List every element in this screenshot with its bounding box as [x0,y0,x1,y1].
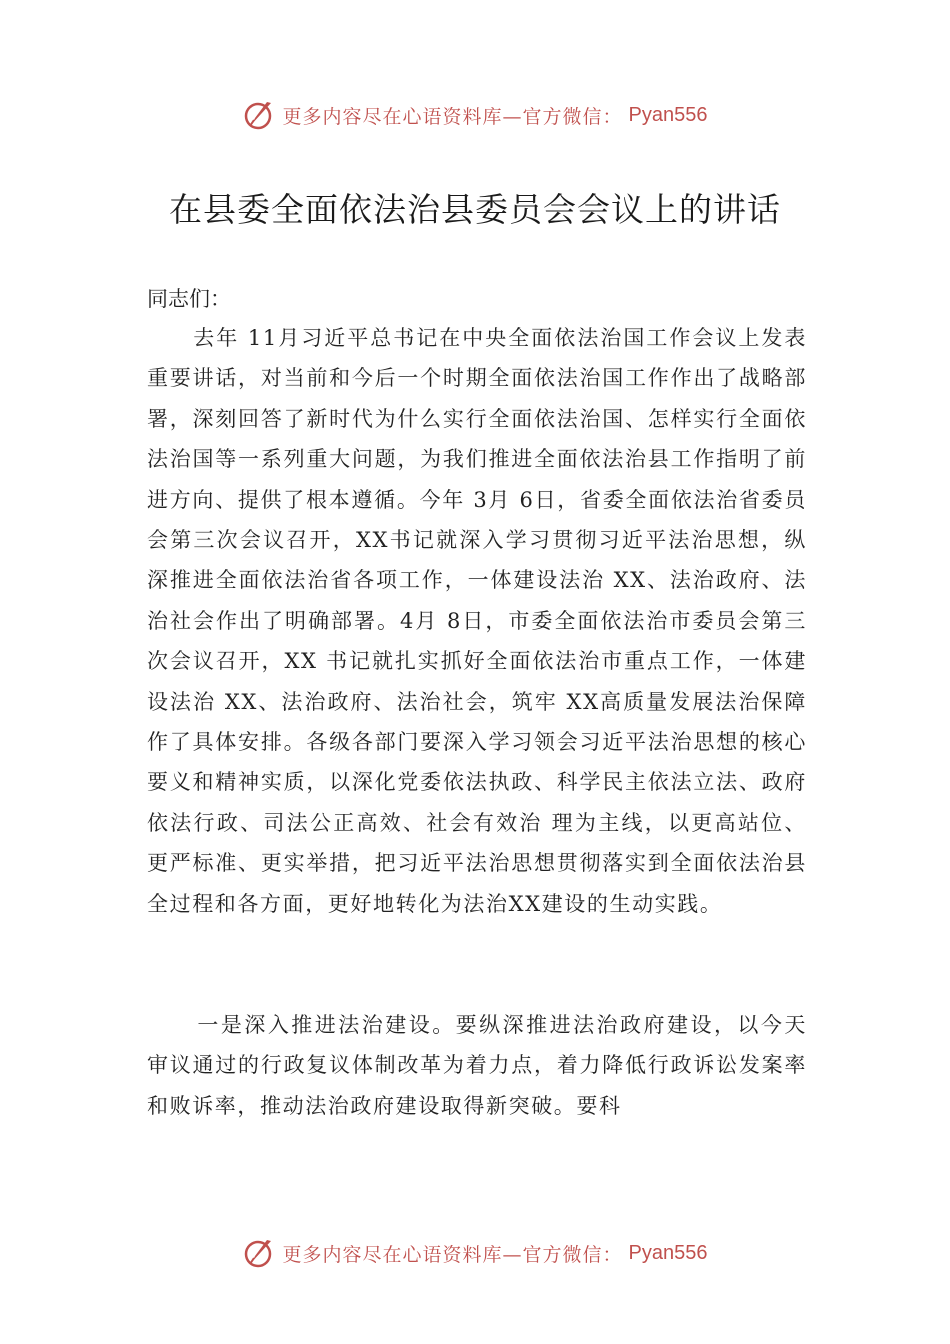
paragraph-1: 去年 11月习近平总书记在中央全面依法治国工作会议上发表重要讲话，对当前和今后一个时期全面依法治国工作作出了战略部署，深刻回答了新时代为什么实行全面依法治国、怎样实行全面依法治国等一系列重大问题，为我们推进全面依法治县工作指明了前进方向、提供了根本遵循。今年 3月 6日，省委全面依法治省委员会第三次会议召开，XX书记就深入学习贯彻习近平法治思想，纵深推进全面依法治省各项工作，一体建设法治 XX、法治政府、法治社会作出了明确部署。4月 8日，市委全面依法治市委员会第三次会议召开，XX 书记就扎实抓好全面依法治市重点工作，一体建设法治 XX、法治政府、法治社会，筑牢 XX高质量发展法治保障作了具体安排。各级各部门要深入学习领会习近平法治思想的核心要义和精神实质，以深化党委依法执政、科学民主依法立法、政府依法行政、司法公正高效、社会有效治 理为主线，以更高站位、更严标准、更实举措，把习近平法治思想贯彻落实到全面依法治县全过程和各方面，更好地转化为法治XX建设的生动实践。 [147,326,807,916]
footer-banner [0,1233,950,1273]
banner-wechat-id: Pyan556 [628,103,708,126]
quill-logo-icon [243,1236,277,1270]
banner-text: 更多内容尽在心语资料库—官方微信： [282,105,623,128]
salutation: 同志们： [147,287,231,311]
quill-logo-icon [243,98,277,132]
document-title: 在县委全面依法治县委员会会议上的讲话 [169,190,781,229]
banner-wechat-id: Pyan556 [628,1241,708,1264]
paragraph-2: 一是深入推进法治建设。要纵深推进法治政府建设，以今天审议通过的行政复议体制改革为着力点，着力降低行政诉讼发案率和败诉率，推动法治政府建设取得新突破。要科 [147,1013,807,1118]
banner-text: 更多内容尽在心语资料库—官方微信： [282,1243,623,1266]
header-banner [0,95,950,135]
